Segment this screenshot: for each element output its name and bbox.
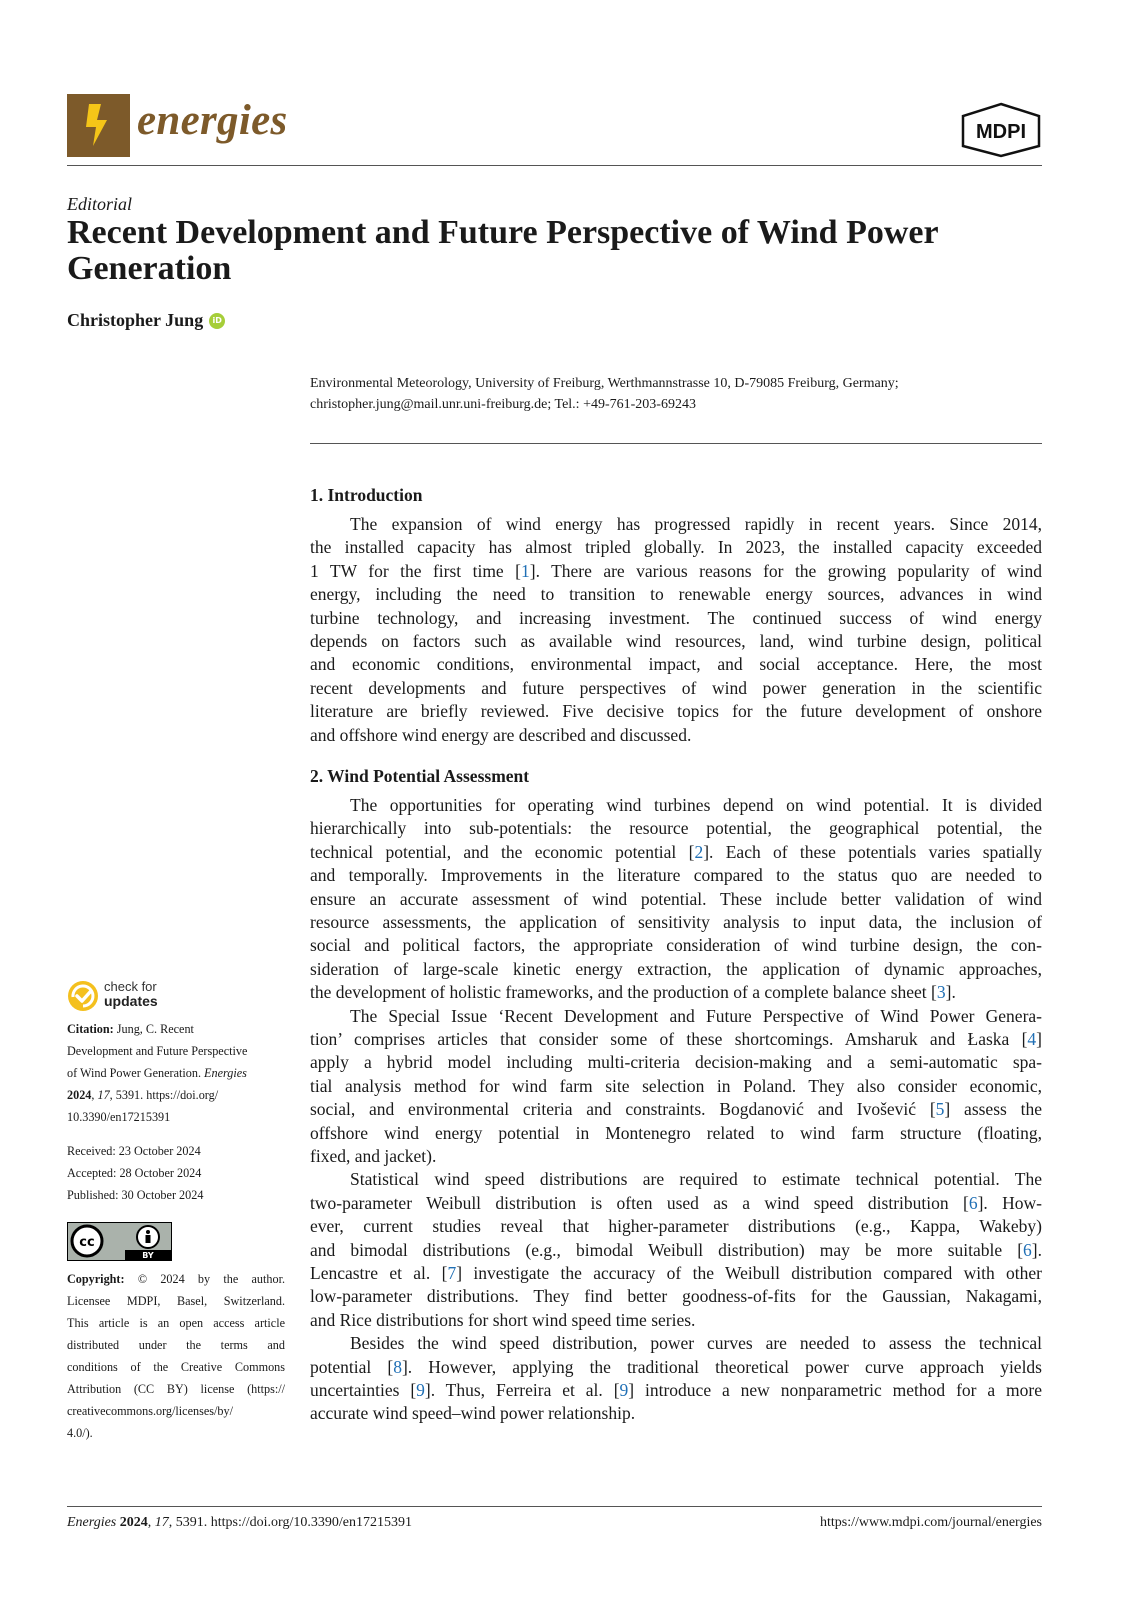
citation-ref-link[interactable]: 6 <box>968 1192 978 1213</box>
citation-ref-link[interactable]: 5 <box>935 1099 945 1120</box>
footer-divider <box>67 1506 1042 1507</box>
text-line: turbine technology, and increasing investment. The continued success of wind energy <box>310 607 1042 628</box>
text-line: The Special Issue ‘Recent Development and Future Perspective of Wind Power Genera- <box>350 1005 1042 1026</box>
text-line: ever, current studies reveal that higher-parameter distributions (e.g., Kappa, Wakeby) <box>310 1216 1042 1237</box>
text-line: offshore wind energy potential in Montenegro related to wind farm structure (floating, <box>310 1122 1042 1143</box>
text-line: The opportunities for operating wind turbines depend on wind potential. It is divided <box>350 795 1042 815</box>
check-updates-icon <box>67 980 99 1012</box>
text-line: technical potential, and the economic potential [2]. Each of these potentials varies spatially <box>310 841 1042 862</box>
paragraph-wind-potential-3 <box>310 1168 1042 1332</box>
citation-doi[interactable]: 10.3390/en17215391 <box>67 1110 171 1124</box>
citation-label: Citation: <box>67 1022 114 1036</box>
citation-ref-link[interactable]: 2 <box>694 841 704 862</box>
text-line: tial analysis method for wind farm site selection in Poland. They also consider economic, <box>310 1075 1042 1096</box>
citation-ref-link[interactable]: 6 <box>1023 1239 1032 1260</box>
text-line: Besides the wind speed distribution, power curves are needed to assess the technical <box>350 1333 1042 1354</box>
text-line: Lencastre et al. [7] investigate the accuracy of the Weibull distribution compared with other <box>310 1263 1042 1284</box>
affiliation-contact[interactable]: christopher.jung@mail.unr.uni-freiburg.de; Tel.: +49-761-203-69243 <box>310 397 696 412</box>
copyright-line[interactable]: 4.0/). <box>67 1426 93 1440</box>
citation-text: of Wind Power Generation. <box>67 1066 201 1080</box>
text-line: social and political factors, the appropriate consideration of wind turbine design, the con- <box>310 935 1042 956</box>
text-line: and temporally. Improvements in the literature compared to the status quo are needed to <box>310 865 1042 886</box>
text-line: and Rice distributions for short wind speed time series. <box>310 1309 696 1330</box>
text-line: depends on factors such as available wind resources, land, wind turbine design, political <box>310 631 1042 652</box>
citation-ref-link[interactable]: 1 <box>520 560 530 581</box>
dates-block <box>67 1140 287 1206</box>
citation-block: Citation: Jung, C. Recent Development and Future Perspective of Wind Power Generation. Energies 2024, 17, 5391. https://doi.org/ 10.3390/en17215391 <box>67 1018 287 1128</box>
text-line: sideration of large-scale kinetic energy extraction, the application of dynamic approaches, <box>310 958 1042 979</box>
copyright-line[interactable]: creativecommons.org/licenses/by/ <box>67 1404 233 1418</box>
paragraph-wind-potential-2 <box>310 1005 1042 1169</box>
citation-journal: Energies <box>204 1066 247 1080</box>
text-line: resource assessments, the application of sensitivity analysis to input data, the inclusion of <box>310 912 1042 933</box>
copyright-line: distributed under the terms and <box>67 1338 285 1352</box>
affiliation <box>310 373 1042 415</box>
text-line: potential [8]. However, applying the traditional theoretical power curve approach yields <box>310 1356 1042 1377</box>
citation-ref-link[interactable]: 9 <box>619 1380 629 1400</box>
check-for-updates-button[interactable] <box>67 980 197 1016</box>
mdpi-logo[interactable] <box>960 102 1042 158</box>
text-line: apply a hybrid model including multi-criteria decision-making and a semi-automatic spa- <box>310 1052 1042 1073</box>
mdpi-logo-text: MDPI <box>976 121 1026 143</box>
citation-ref-link[interactable]: 8 <box>393 1356 402 1377</box>
citation-text: Jung, C. Recent <box>116 1022 194 1036</box>
text-line: low-parameter distributions. They find better goodness-of-fits for the Gaussian, Nakagami, <box>310 1286 1042 1307</box>
copyright-line: Licensee MDPI, Basel, Switzerland. <box>67 1294 285 1308</box>
copyright-text: © 2024 by the author. <box>137 1272 285 1286</box>
section-heading-introduction: 1. Introduction <box>310 485 423 505</box>
affiliation-line: Environmental Meteorology, University of Freiburg, Werthmannstrasse 10, D-79085 Freiburg, Germany; <box>310 376 899 391</box>
footer-volume: 17 <box>154 1515 169 1530</box>
citation-text: Development and Future Perspective <box>67 1044 248 1058</box>
section-heading-wind-potential: 2. Wind Potential Assessment <box>310 766 530 786</box>
cc-label: cc <box>79 1235 95 1250</box>
header-divider <box>67 165 1042 166</box>
citation-volume: 17 <box>97 1088 110 1102</box>
copyright-block <box>67 1268 285 1444</box>
by-label: BY <box>142 1251 154 1260</box>
citation-ref-link[interactable]: 3 <box>936 982 946 1003</box>
author-line <box>67 310 225 331</box>
text-line: and bimodal distributions (e.g., bimodal Weibull distribution) may be more suitable [6]. <box>310 1239 1042 1260</box>
cc-by-license-badge[interactable] <box>67 1222 172 1261</box>
received-date: Received: 23 October 2024 <box>67 1144 201 1158</box>
text-line: tion’ comprises articles that consider some of these shortcomings. Amsharuk and Łaska [4] <box>310 1029 1042 1049</box>
text-line: social, and environmental criteria and constraints. Bogdanović and Ivošević [5] assess the <box>310 1099 1042 1120</box>
text-line: and economic conditions, environmental impact, and social acceptance. Here, the most <box>310 654 1042 675</box>
citation-ref-link[interactable]: 9 <box>416 1380 425 1400</box>
copyright-line: conditions of the Creative Commons <box>67 1360 285 1374</box>
text-line: the installed capacity has almost tripled globally. In 2023, the installed capacity exceeded <box>310 537 1042 558</box>
text-line: energy, including the need to transition to renewable energy sources, advances in wind <box>310 584 1042 605</box>
paragraph-introduction <box>310 513 1042 747</box>
text-line: recent developments and future perspectives of wind power generation in the scientific <box>310 677 1042 698</box>
orcid-icon[interactable]: iD <box>209 313 225 329</box>
paragraph-wind-potential-4 <box>310 1332 1042 1426</box>
text-line: hierarchically into sub-potentials: the resource potential, the geographical potential, the <box>310 818 1042 839</box>
citation-year: 2024 <box>67 1088 92 1102</box>
text-line: 1 TW for the first time [1]. There are various reasons for the growing popularity of wind <box>310 560 1042 581</box>
citation-ref-link[interactable]: 4 <box>1027 1029 1037 1049</box>
footer-year: 2024 <box>119 1515 148 1530</box>
citation-doi-prefix[interactable]: , 5391. https://doi.org/ <box>109 1088 219 1102</box>
copyright-label: Copyright: <box>67 1272 125 1286</box>
footer-doi[interactable]: , 5391. https://doi.org/10.3390/en17215391 <box>168 1515 412 1530</box>
copyright-line: This article is an open access article <box>67 1316 285 1330</box>
lightning-bolt-icon <box>67 94 130 157</box>
check-updates-label: check for <box>104 979 157 994</box>
text-line: literature are briefly reviewed. Five decisive topics for the future development of onshore <box>310 701 1042 722</box>
text-line: The expansion of wind energy has progressed rapidly in recent years. Since 2014, <box>350 514 1042 534</box>
author-name[interactable]: Christopher Jung <box>67 310 204 330</box>
text-line: the development of holistic frameworks, and the production of a complete balance sheet [3]. <box>310 982 956 1003</box>
copyright-line[interactable]: Attribution (CC BY) license (https:// <box>67 1382 285 1396</box>
footer-journal-url[interactable]: https://www.mdpi.com/journal/energies <box>819 1515 1042 1530</box>
text-line: uncertainties [9]. Thus, Ferreira et al. [9] introduce a new nonparametric method for a more <box>310 1380 1042 1400</box>
accepted-date: Accepted: 28 October 2024 <box>67 1166 202 1180</box>
text-line: two-parameter Weibull distribution is often used as a wind speed distribution [6]. How- <box>310 1192 1042 1213</box>
text-line: fixed, and jacket). <box>310 1146 437 1167</box>
article-title: Recent Development and Future Perspective of Wind Power Generation <box>67 214 938 287</box>
citation-ref-link[interactable]: 7 <box>447 1263 457 1284</box>
affiliation-divider <box>310 443 1042 444</box>
text-line: ensure an accurate assessment of wind potential. These include better validation of wind <box>310 888 1042 909</box>
journal-name[interactable]: energies <box>137 97 288 144</box>
text-line: Statistical wind speed distributions are required to estimate technical potential. The <box>350 1169 1042 1190</box>
published-date: Published: 30 October 2024 <box>67 1188 204 1202</box>
check-updates-label-bold: updates <box>104 993 158 1009</box>
journal-logo <box>67 94 130 157</box>
article-type: Editorial <box>67 194 133 214</box>
footer-citation: Energies 2024, 17, 5391. https://doi.org/10.3390/en17215391 <box>67 1515 412 1530</box>
footer-journal: Energies <box>67 1515 117 1530</box>
paragraph-wind-potential-1 <box>310 794 1042 1005</box>
text-line: and offshore wind energy are described and discussed. <box>310 724 692 745</box>
text-line: accurate wind speed–wind power relationship. <box>310 1403 636 1424</box>
